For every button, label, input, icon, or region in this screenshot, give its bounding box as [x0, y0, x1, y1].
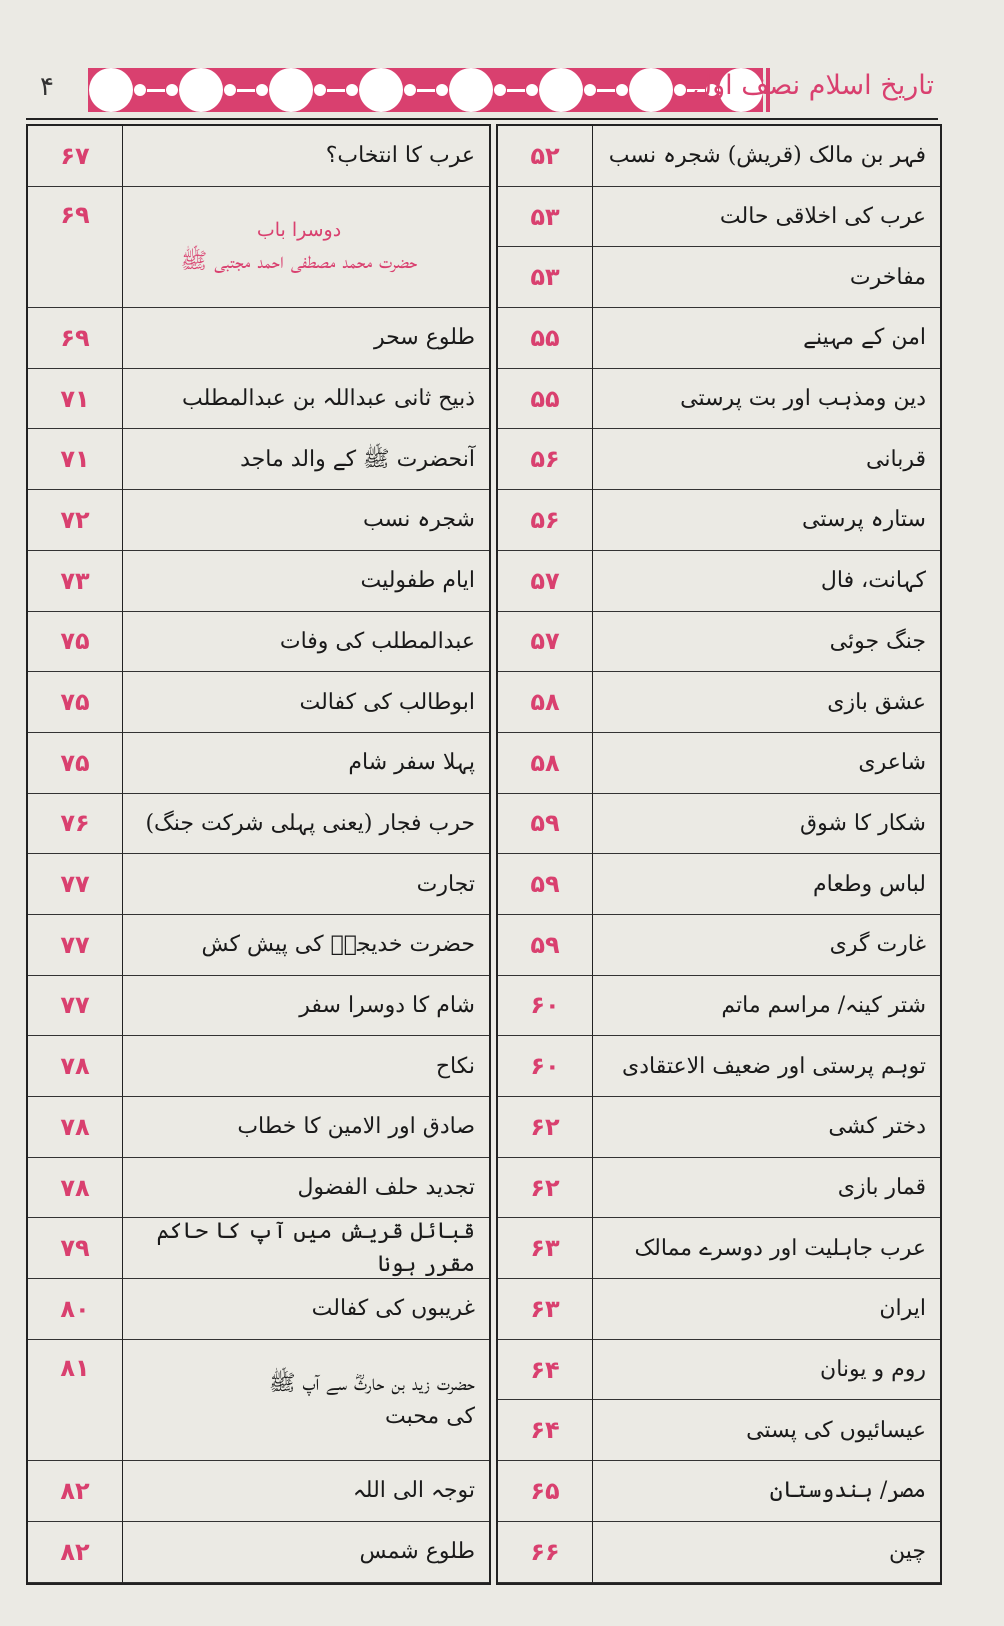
- page-number: ۴: [40, 72, 54, 102]
- toc-entry-title: [122, 854, 489, 915]
- entry-title: غارت گری: [829, 932, 926, 958]
- toc-entry-page: ۷۲: [28, 490, 122, 551]
- toc-entry-title: [592, 1158, 940, 1219]
- toc-entry-page: ۵۵: [498, 308, 592, 369]
- band-ornament: [526, 84, 538, 96]
- entry-title: غریبوں کی کفالت: [311, 1296, 475, 1322]
- toc-entry-page: ۵۹: [498, 794, 592, 855]
- toc-entry-title: [592, 1461, 940, 1522]
- toc-entry-page: ۶۵: [498, 1461, 592, 1522]
- toc-entry-page: ۵۷: [498, 551, 592, 612]
- toc-entry-page: ۶۰: [498, 976, 592, 1037]
- entry-title: حرب فجار (یعنی پہلی شرکت جنگ): [145, 810, 475, 836]
- entry-title: نکاح: [435, 1053, 475, 1079]
- toc-entry-page: ۵۵: [498, 369, 592, 430]
- entry-title: مفاخرت: [849, 264, 926, 290]
- toc-entry-page: ۸۲: [28, 1522, 122, 1583]
- toc-entry-title: [122, 429, 489, 490]
- toc-entry-title: [592, 672, 940, 733]
- toc-entry-title: [122, 126, 489, 187]
- entry-title: شام کا دوسرا سفر: [299, 992, 475, 1018]
- entry-title: توہم پرستی اور ضعیف الاعتقادی: [621, 1053, 926, 1079]
- toc-entry-title: [122, 1461, 489, 1522]
- band-ornament: [616, 84, 628, 96]
- entry-title: چین: [889, 1539, 926, 1565]
- entry-title: شکار کا شوق: [800, 810, 926, 836]
- toc-entry-page: ۷۷: [28, 915, 122, 976]
- toc-entry-page: ۷۳: [28, 551, 122, 612]
- toc-entry-title: [592, 976, 940, 1037]
- entry-title: حضرت خدیجہؓ کی پیش کش: [201, 932, 475, 958]
- entry-title: تجارت: [416, 871, 475, 897]
- toc-entry-page: ۷۷: [28, 854, 122, 915]
- entry-title: عشق بازی: [827, 689, 926, 715]
- chapter-subtitle: حضرت محمد مصطفی احمد مجتبی ﷺ: [180, 248, 418, 274]
- entry-title-continued: کی محبت: [384, 1403, 475, 1429]
- toc-entry-page: ۶۷: [28, 126, 122, 187]
- entry-title: پہلا سفر شام: [348, 750, 475, 776]
- entry-title: عرب جاہلیت اور دوسرے ممالک: [634, 1235, 926, 1261]
- toc-entry-title: [122, 915, 489, 976]
- toc-entry-page: ۸۲: [28, 1461, 122, 1522]
- toc-entry-page: ۶۰: [498, 1036, 592, 1097]
- entry-title: جنگ جوئی: [829, 628, 926, 654]
- entry-title: صادق اور الامین کا خطاب: [237, 1114, 475, 1140]
- entry-title: طلوع سحر: [373, 325, 475, 351]
- decorative-header-band: [88, 68, 763, 112]
- entry-title: آنحضرت ﷺ کے والد ماجد: [240, 446, 475, 472]
- band-ornament: [327, 89, 345, 92]
- entry-title: روم و یونان: [820, 1357, 926, 1383]
- toc-entry-title: [122, 612, 489, 673]
- toc-entry-title: [592, 1097, 940, 1158]
- toc-entry-page: ۶۲: [498, 1158, 592, 1219]
- toc-entry-title: [122, 794, 489, 855]
- band-ornament: [584, 84, 596, 96]
- entry-title: ابوطالب کی کفالت: [299, 689, 475, 715]
- toc-entry-title: [122, 1036, 489, 1097]
- toc-entry-page: ۵۳: [498, 187, 592, 248]
- entry-title: توجہ الی اللہ: [352, 1478, 475, 1504]
- band-ornament: [256, 84, 268, 96]
- entry-title: عبدالمطلب کی وفات: [279, 628, 475, 654]
- entry-title: قبائل قریش میں آپ کا حاکم مقرر ہونا: [156, 1219, 475, 1278]
- entry-title: فہر بن مالک (قریش) شجرہ نسب: [608, 143, 926, 169]
- entry-title: عرب کی اخلاقی حالت: [719, 204, 926, 230]
- toc-entry-title: [592, 1400, 940, 1461]
- toc-entry-title: [122, 551, 489, 612]
- toc-entry-title: [592, 794, 940, 855]
- toc-entry-page: ۶۴: [498, 1340, 592, 1401]
- toc-entry-title: [592, 1340, 940, 1401]
- toc-right-column: [496, 124, 942, 1585]
- band-circle: [629, 68, 673, 112]
- chapter-heading: دوسرا باب: [256, 219, 342, 242]
- band-ornament: [417, 89, 435, 92]
- toc-entry-page: ۵۶: [498, 429, 592, 490]
- toc-entry-title: [122, 187, 489, 308]
- toc-entry-title: [592, 733, 940, 794]
- toc-entry-page: ۷۵: [28, 733, 122, 794]
- band-circle: [269, 68, 313, 112]
- entry-title: ستارہ پرستی: [802, 507, 926, 533]
- entry-title: مصر/ ہندوستان: [769, 1478, 926, 1504]
- toc-entry-title: [592, 247, 940, 308]
- entry-title: عرب کا انتخاب؟: [325, 143, 475, 169]
- toc-entry-page: ۶۶: [498, 1522, 592, 1583]
- entry-title: دین ومذہب اور بت پرستی: [680, 386, 926, 412]
- toc-entry-title: [592, 551, 940, 612]
- toc-entry-title: [592, 126, 940, 187]
- entry-title: ذبیح ثانی عبداللہ بن عبدالمطلب: [182, 386, 475, 412]
- toc-entry-page: ۶۳: [498, 1279, 592, 1340]
- toc-entry-title: [122, 1279, 489, 1340]
- toc-entry-page: ۸۱: [28, 1340, 122, 1461]
- toc-entry-title: [592, 1522, 940, 1583]
- toc-entry-title: [592, 490, 940, 551]
- toc-entry-page: ۷۸: [28, 1158, 122, 1219]
- toc-left-column: [26, 124, 491, 1585]
- toc-entry-page: ۸۰: [28, 1279, 122, 1340]
- toc-entry-title: [122, 733, 489, 794]
- entry-title: شتر کینہ/ مراسم ماتم: [721, 992, 926, 1018]
- toc-entry-page: ۶۲: [498, 1097, 592, 1158]
- band-ornament: [597, 89, 615, 92]
- toc-entry-page: ۷۷: [28, 976, 122, 1037]
- toc-entry-title: [122, 1158, 489, 1219]
- entry-title: شجرہ نسب: [362, 507, 475, 533]
- header-rule: [26, 118, 938, 120]
- entry-title: دختر کشی: [828, 1114, 926, 1140]
- toc-entry-title: [592, 854, 940, 915]
- entry-title: حضرت زید بن حارثؓ سے آپ ﷺ: [268, 1370, 475, 1396]
- entry-title: تجدید حلف الفضول: [297, 1175, 475, 1201]
- band-circle: [449, 68, 493, 112]
- toc-entry-page: ۷۱: [28, 429, 122, 490]
- toc-entry-page: ۷۱: [28, 369, 122, 430]
- band-circle: [539, 68, 583, 112]
- band-ornament: [507, 89, 525, 92]
- entry-title: ایران: [879, 1296, 926, 1322]
- toc-entry-title: [592, 369, 940, 430]
- toc-entry-title: [592, 1218, 940, 1279]
- entry-title: لباس وطعام: [813, 871, 926, 897]
- toc-entry-title: [592, 308, 940, 369]
- toc-entry-title: [592, 1036, 940, 1097]
- band-ornament: [494, 84, 506, 96]
- toc-entry-title: [592, 187, 940, 248]
- toc-entry-page: ۷۸: [28, 1097, 122, 1158]
- toc-entry-page: ۵۹: [498, 915, 592, 976]
- band-ornament: [314, 84, 326, 96]
- entry-title: قربانی: [866, 446, 926, 472]
- entry-title: عیسائیوں کی پستی: [746, 1417, 926, 1443]
- band-ornament: [346, 84, 358, 96]
- toc-entry-page: ۵۷: [498, 612, 592, 673]
- toc-entry-title: [592, 915, 940, 976]
- toc-entry-title: [122, 490, 489, 551]
- band-ornament: [134, 84, 146, 96]
- toc-entry-title: [592, 1279, 940, 1340]
- toc-entry-page: ۵۶: [498, 490, 592, 551]
- toc-entry-page: ۷۹: [28, 1218, 122, 1279]
- toc-entry-page: ۵۸: [498, 733, 592, 794]
- band-ornament: [147, 89, 165, 92]
- toc-entry-page: ۷۵: [28, 672, 122, 733]
- band-ornament: [404, 84, 416, 96]
- band-ornament: [166, 84, 178, 96]
- band-circle: [179, 68, 223, 112]
- toc-entry-page: ۵۲: [498, 126, 592, 187]
- entry-title: شاعری: [858, 750, 926, 776]
- entry-title: کہانت، فال: [820, 568, 926, 594]
- toc-entry-title: [592, 612, 940, 673]
- toc-entry-title: [122, 976, 489, 1037]
- entry-title: قمار بازی: [837, 1175, 926, 1201]
- toc-entry-page: ۷۶: [28, 794, 122, 855]
- toc-entry-page: ۵۳: [498, 247, 592, 308]
- toc-entry-title: [592, 429, 940, 490]
- toc-entry-page: ۷۵: [28, 612, 122, 673]
- toc-entry-title: [122, 369, 489, 430]
- entry-title: طلوع شمس: [359, 1539, 475, 1565]
- entry-title: ایام طفولیت: [360, 568, 475, 594]
- toc-entry-page: ۶۴: [498, 1400, 592, 1461]
- toc-entry-page: ۵۸: [498, 672, 592, 733]
- band-ornament: [224, 84, 236, 96]
- toc-entry-title: [122, 1522, 489, 1583]
- toc-entry-page: ۶۹: [28, 308, 122, 369]
- band-ornament: [237, 89, 255, 92]
- band-circle: [359, 68, 403, 112]
- toc-entry-title: [122, 1097, 489, 1158]
- book-title: تاریخ اسلام نصف اول: [692, 70, 934, 101]
- toc-entry-title: [122, 1340, 489, 1461]
- band-ornament: [674, 84, 686, 96]
- toc-entry-title: [122, 1218, 489, 1279]
- toc-entry-page: ۵۹: [498, 854, 592, 915]
- toc-entry-title: [122, 672, 489, 733]
- toc-entry-page: ۶۹: [28, 187, 122, 308]
- band-circle: [89, 68, 133, 112]
- toc-entry-title: [122, 308, 489, 369]
- toc-entry-page: ۷۸: [28, 1036, 122, 1097]
- entry-title: امن کے مہینے: [803, 325, 926, 351]
- toc-entry-page: ۶۳: [498, 1218, 592, 1279]
- band-ornament: [436, 84, 448, 96]
